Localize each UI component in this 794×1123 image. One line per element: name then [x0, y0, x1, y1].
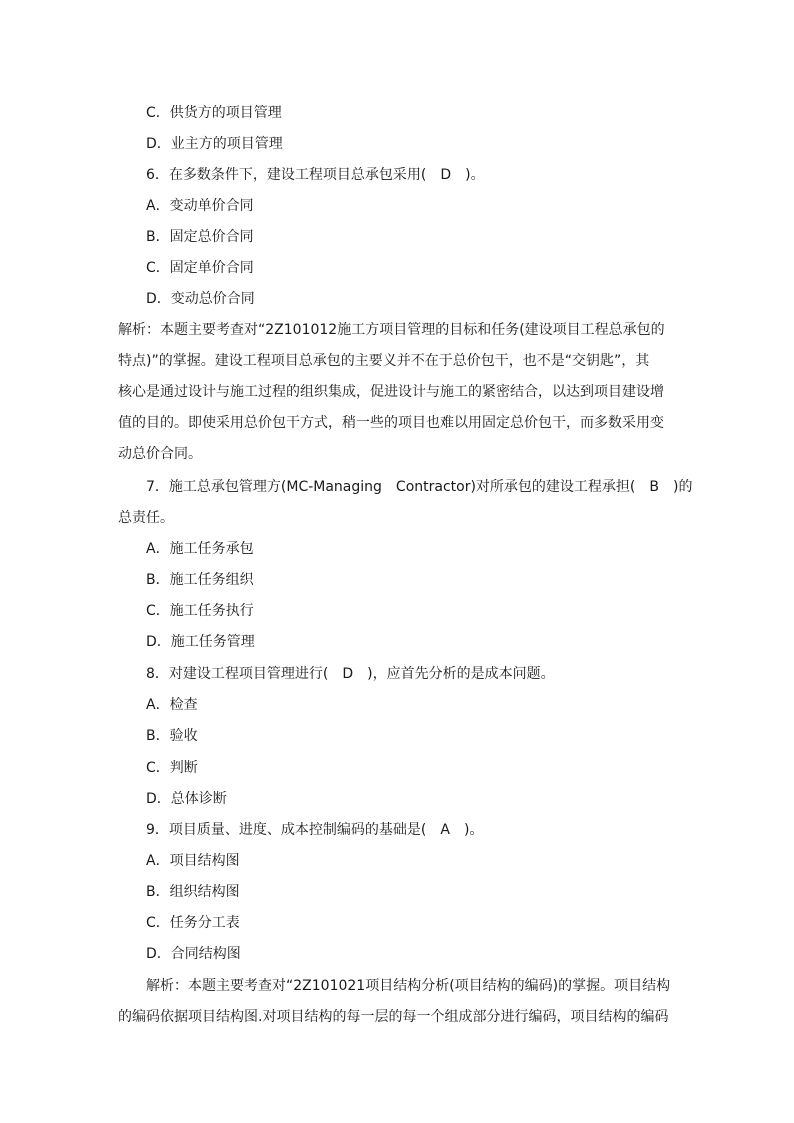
- option-5c: C．供货方的项目管理: [146, 105, 282, 121]
- option-9d: D．合同结构图: [146, 946, 241, 962]
- option-8d: D．总体诊断: [146, 791, 227, 807]
- question-7-line-2: 总责任。: [118, 510, 174, 526]
- option-8c: C．判断: [146, 760, 198, 776]
- analysis-6-line-4: 值的目的。即使采用总价包干方式，稍一些的项目也难以用固定总价包干，而多数采用变: [118, 415, 664, 431]
- option-9a: A．项目结构图: [146, 853, 240, 869]
- analysis-6-line-2: 特点)”的掌握。建设工程项目总承包的主要义并不在于总价包干，也不是“交钥匙”，其: [118, 353, 650, 369]
- option-6a: A．变动单价合同: [146, 198, 254, 214]
- question-7-line-1: 7．施工总承包管理方(MC-Managing Contractor)对所承包的建设工程承担( B )的: [146, 479, 693, 495]
- option-9c: C．任务分工表: [146, 915, 240, 931]
- analysis-9-line-1: 解析：本题主要考查对“2Z101021项目结构分析(项目结构的编码)的掌握。项目结构: [146, 978, 671, 994]
- question-8: 8．对建设工程项目管理进行( D )，应首先分析的是成本问题。: [146, 666, 555, 682]
- option-7d: D．施工任务管理: [146, 634, 255, 650]
- option-7c: C．施工任务执行: [146, 603, 254, 619]
- option-6b: B．固定总价合同: [146, 229, 254, 245]
- analysis-6-line-5: 动总价合同。: [118, 446, 202, 462]
- option-7b: B．施工任务组织: [146, 572, 254, 588]
- analysis-6-line-3: 核心是通过设计与施工过程的组织集成，促进设计与施工的紧密结合，以达到项目建设增: [118, 384, 664, 400]
- option-6c: C．固定单价合同: [146, 260, 254, 276]
- question-9: 9．项目质量、进度、成本控制编码的基础是( A )。: [146, 822, 484, 838]
- option-9b: B．组织结构图: [146, 884, 240, 900]
- question-6: 6．在多数条件下，建设工程项目总承包采用( D )。: [146, 167, 485, 183]
- option-8b: B．验收: [146, 728, 198, 744]
- option-5d: D．业主方的项目管理: [146, 136, 283, 152]
- option-6d: D．变动总价合同: [146, 291, 255, 307]
- analysis-6-line-1: 解析：本题主要考查对“2Z101012施工方项目管理的目标和任务(建设项目工程总承包的: [118, 322, 665, 338]
- option-7a: A．施工任务承包: [146, 541, 254, 557]
- analysis-9-line-2: 的编码依据项目结构图.对项目结构的每一层的每一个组成部分进行编码，项目结构的编码: [118, 1009, 669, 1025]
- option-8a: A．检查: [146, 697, 198, 713]
